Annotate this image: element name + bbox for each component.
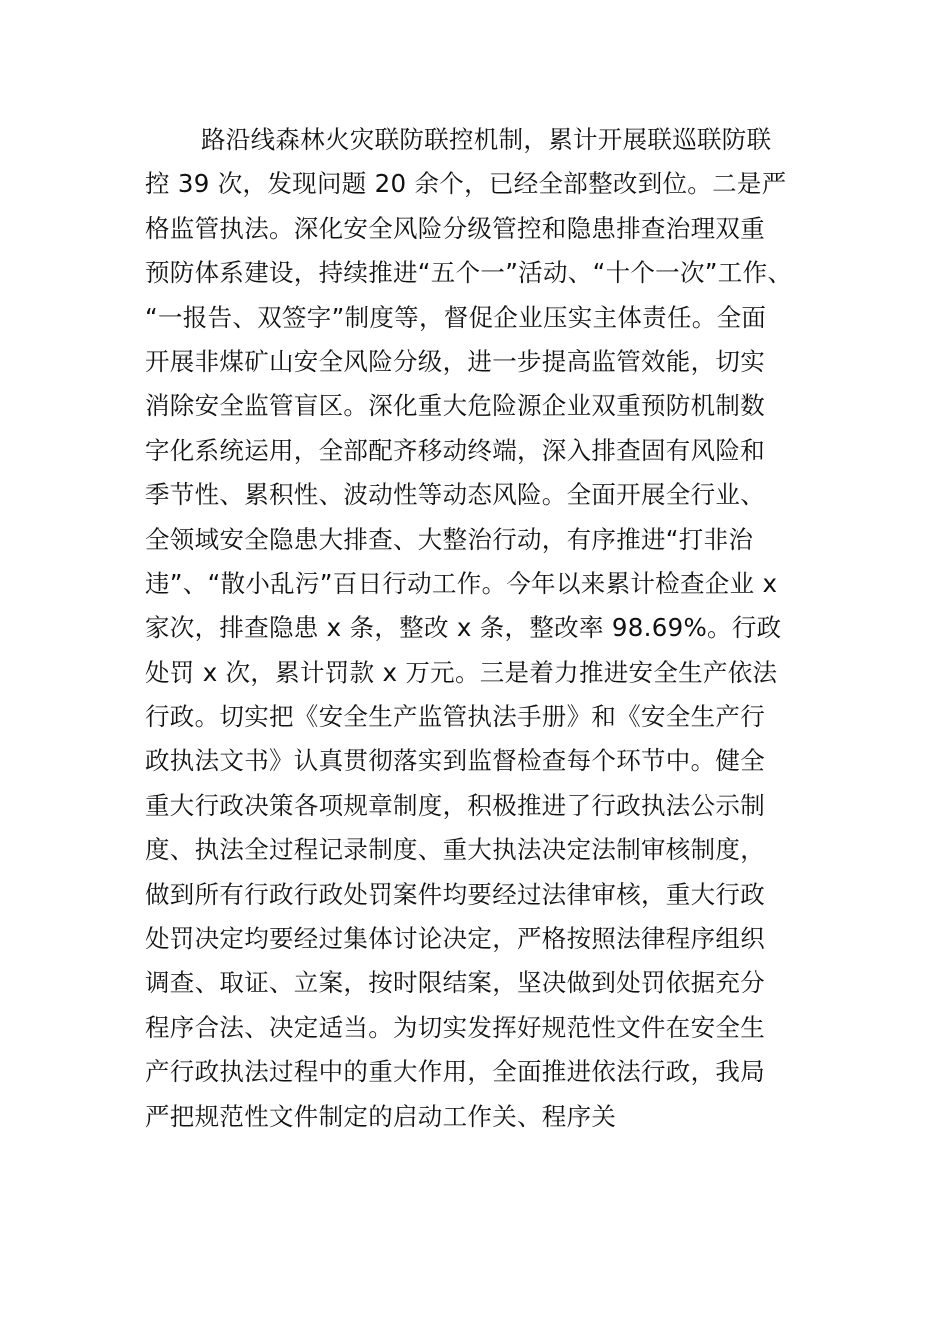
- text-line: 行政。切实把《安全生产监管执法手册》和《安全生产行: [145, 702, 765, 732]
- body-paragraph: [145, 118, 825, 1139]
- text-line: 季节性、累积性、波动性等动态风险。全面开展全行业、: [145, 480, 765, 510]
- text-line: 处罚决定均要经过集体讨论决定，严格按照法律程序组织: [145, 924, 765, 954]
- text-line: 程序合法、决定适当。为切实发挥好规范性文件在安全生: [145, 1012, 765, 1042]
- text-line: 开展非煤矿山安全风险分级，进一步提高监管效能，切实: [145, 346, 765, 376]
- text-line: 做到所有行政行政处罚案件均要经过法律审核，重大行政: [145, 879, 765, 909]
- text-line: 度、执法全过程记录制度、重大执法决定法制审核制度，: [145, 835, 765, 865]
- text-line: 格监管执法。深化安全风险分级管控和隐患排查治理双重: [145, 213, 765, 243]
- text-line: “一报告、双签字”制度等，督促企业压实主体责任。全面: [145, 302, 767, 332]
- text-line: 政执法文书》认真贯彻落实到监督检查每个环节中。健全: [145, 746, 765, 776]
- text-line: 处罚 x 次，累计罚款 x 万元。三是着力推进安全生产依法: [145, 657, 778, 687]
- text-line: 严把规范性文件制定的启动工作关、程序关: [145, 1101, 617, 1131]
- text-line: 违”、“散小乱污”百日行动工作。今年以来累计检查企业 x: [145, 568, 778, 598]
- text-line: 全领域安全隐患大排查、大整治行动，有序推进“打非治: [145, 524, 754, 554]
- text-line: 路沿线森林火灾联防联控机制，累计开展联巡联防联: [201, 125, 772, 154]
- text-line: 字化系统运用，全部配齐移动终端，深入排查固有风险和: [145, 435, 765, 465]
- text-line: 预防体系建设，持续推进“五个一”活动、“十个一次”工作、: [145, 258, 793, 288]
- text-line: 重大行政决策各项规章制度，积极推进了行政执法公示制: [145, 790, 765, 820]
- text-line: 产行政执法过程中的重大作用，全面推进依法行政，我局: [145, 1057, 765, 1087]
- text-line: 消除安全监管盲区。深化重大危险源企业双重预防机制数: [145, 391, 765, 421]
- text-line: 家次，排查隐患 x 条，整改 x 条，整改率 98.69%。行政: [145, 613, 782, 643]
- text-line: 调查、取证、立案，按时限结案，坚决做到处罚依据充分: [145, 968, 765, 998]
- text-line: 控 39 次，发现问题 20 余个，已经全部整改到位。二是严: [145, 169, 787, 199]
